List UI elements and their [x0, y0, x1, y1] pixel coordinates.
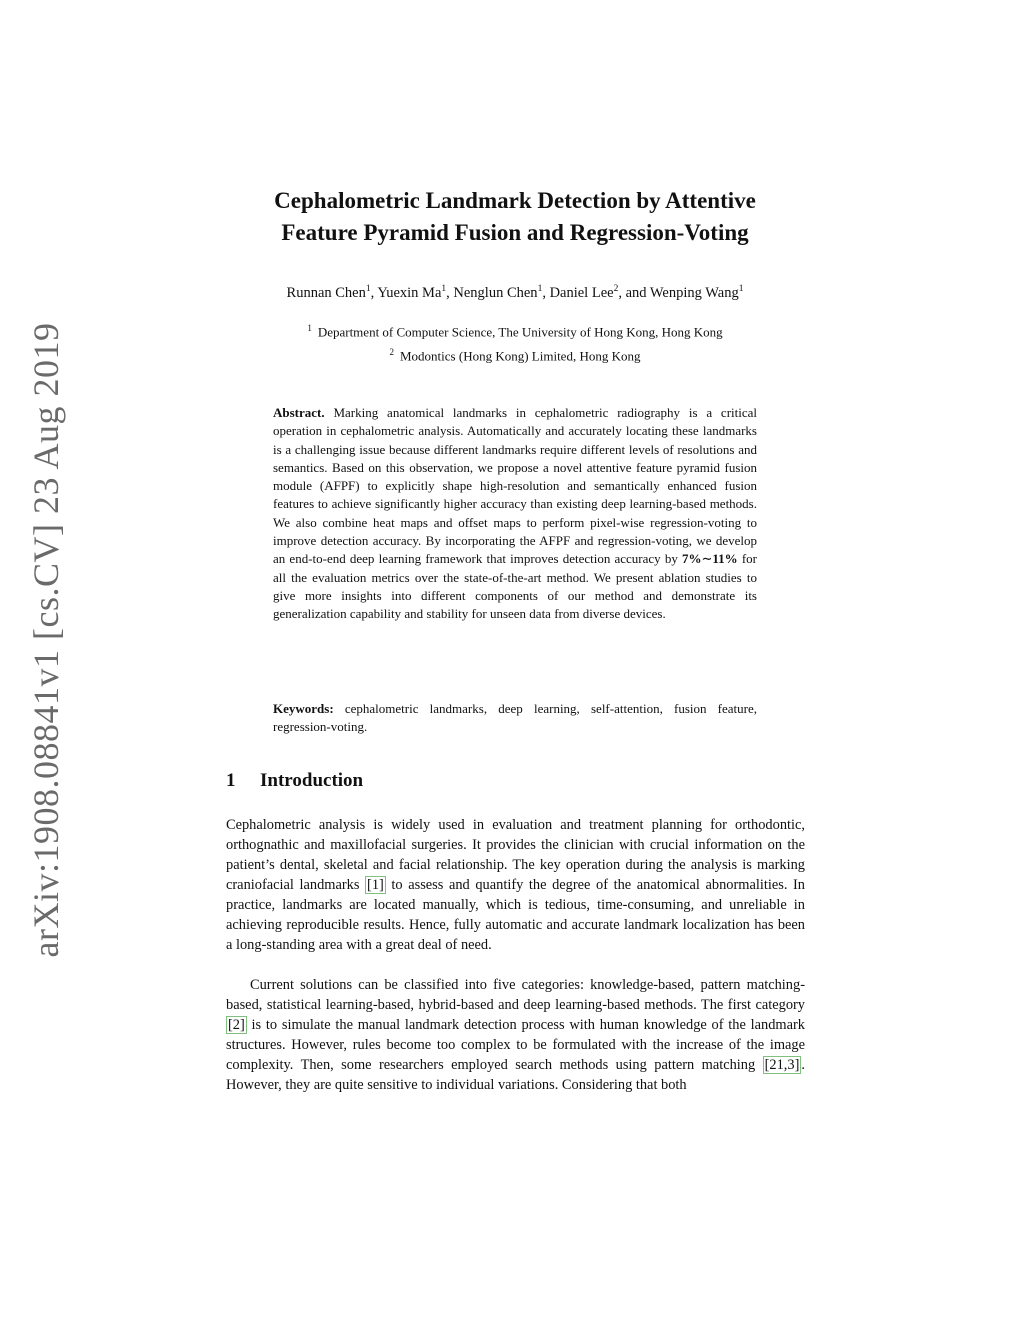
author-list [200, 284, 830, 302]
author-separator: , [370, 284, 378, 301]
author-affil-sup: 2 [613, 284, 619, 294]
section-heading-introduction [226, 770, 363, 792]
author-name: Yuexin Ma [377, 284, 442, 301]
arxiv-identifier[interactable]: arXiv:1908.08841v1 [cs.CV] 23 Aug 2019 [26, 322, 66, 958]
paragraph-text: Cephalometric analysis is widely used in evaluation and treatment planning for orthodontic, orthognathic and maxillofacial surgeries. It provides the clinician with crucial information on the patient’s dental, skeletal and facial relationship. The key operation during the analysis is marking craniofacial landmarks [226, 817, 805, 893]
affiliation-sup: 1 [307, 323, 312, 333]
keywords-text: cephalometric landmarks, deep learning, self-attention, fusion feature, regression-voting. [273, 701, 758, 735]
citation-link[interactable]: [21,3] [764, 1057, 800, 1073]
author-affil-sup: 1 [441, 284, 447, 294]
paper-title [200, 185, 830, 249]
abstract-text-continued: for all the evaluation metrics over the state-of-the-art method. We present ablation studies to give more insights into different components of our method and demonstrate its generalization capability and stability for unseen data from diverse devices. [273, 551, 757, 622]
author-affil-sup: 1 [365, 284, 371, 294]
keywords [273, 700, 757, 737]
paragraph-text: Current solutions can be classified into five categories: knowledge-based, pattern matching-based, statistical learning-based, hybrid-based and deep learning-based methods. The first category [226, 977, 805, 1013]
paragraph-text: is to simulate the manual landmark detection process with human knowledge of the landmark structures. However, rules become too complex to be formulated with the increase of the image complexity. Then, some researchers employed search methods using pattern matching [226, 1017, 805, 1073]
author-name: Runnan Chen [286, 284, 366, 301]
author-affil-sup: 1 [738, 284, 744, 294]
author-name: Daniel Lee [549, 284, 614, 301]
author-affil-sup: 1 [537, 284, 543, 294]
affiliation-list [200, 318, 830, 367]
title-line-2: Feature Pyramid Fusion and Regression-Voting [281, 220, 749, 245]
title-line-1: Cephalometric Landmark Detection by Attentive [274, 188, 756, 213]
affiliation-1 [200, 318, 830, 342]
abstract [273, 404, 757, 624]
citation-link[interactable]: [1] [367, 877, 384, 893]
paragraph-text: to assess and quantify the degree of the anatomical abnormalities. In practice, landmarks are located manually, which is tedious, time-consuming, and unreliable in achieving reproducible results. Hence, fully automatic and accurate landmark localization has been a long-standing area with a great deal of need. [226, 877, 805, 953]
paragraph-text: . However, they are quite sensitive to individual variations. Considering that both [226, 1057, 805, 1093]
author-separator: , [542, 284, 550, 301]
section-number: 1 [226, 770, 236, 791]
affiliation-2 [200, 342, 830, 366]
affiliation-text: Department of Computer Science, The University of Hong Kong, Hong Kong [317, 324, 723, 340]
intro-paragraph-1 [226, 815, 805, 955]
author-name: Nenglun Chen [453, 284, 538, 301]
intro-paragraph-2 [226, 975, 805, 1095]
section-title: Introduction [260, 770, 364, 791]
citation-link[interactable]: [2] [228, 1017, 245, 1033]
affiliation-text: Modontics (Hong Kong) Limited, Hong Kong [400, 348, 641, 364]
author-separator: , and [618, 284, 650, 301]
author-separator: , [446, 284, 454, 301]
affiliation-sup: 2 [389, 347, 394, 358]
author-name: Wenping Wang [649, 284, 739, 301]
abstract-text: Marking anatomical landmarks in cephalometric radiography is a critical operation in cephalometric analysis. Automatically and accurately locating these landmarks is a challenging issue because different landmarks require different levels of resolutions and semantics. Based on this observation, we propose a novel attentive feature pyramid fusion module (AFPF) to explicitly shape high-resolution and semantically enhanced fusion features to achieve significantly higher accuracy than existing deep learning-based methods. We also combine heat maps and offset maps to perform pixel-wise regression-voting to improve detection accuracy. By incorporating the AFPF and regression-voting, we develop an end-to-end deep learning framework that improves detection accuracy by [273, 405, 758, 567]
abstract-improvement-range: 7%∼11% [681, 551, 738, 567]
abstract-label: Abstract. [273, 405, 325, 420]
keywords-label: Keywords: [273, 701, 334, 716]
